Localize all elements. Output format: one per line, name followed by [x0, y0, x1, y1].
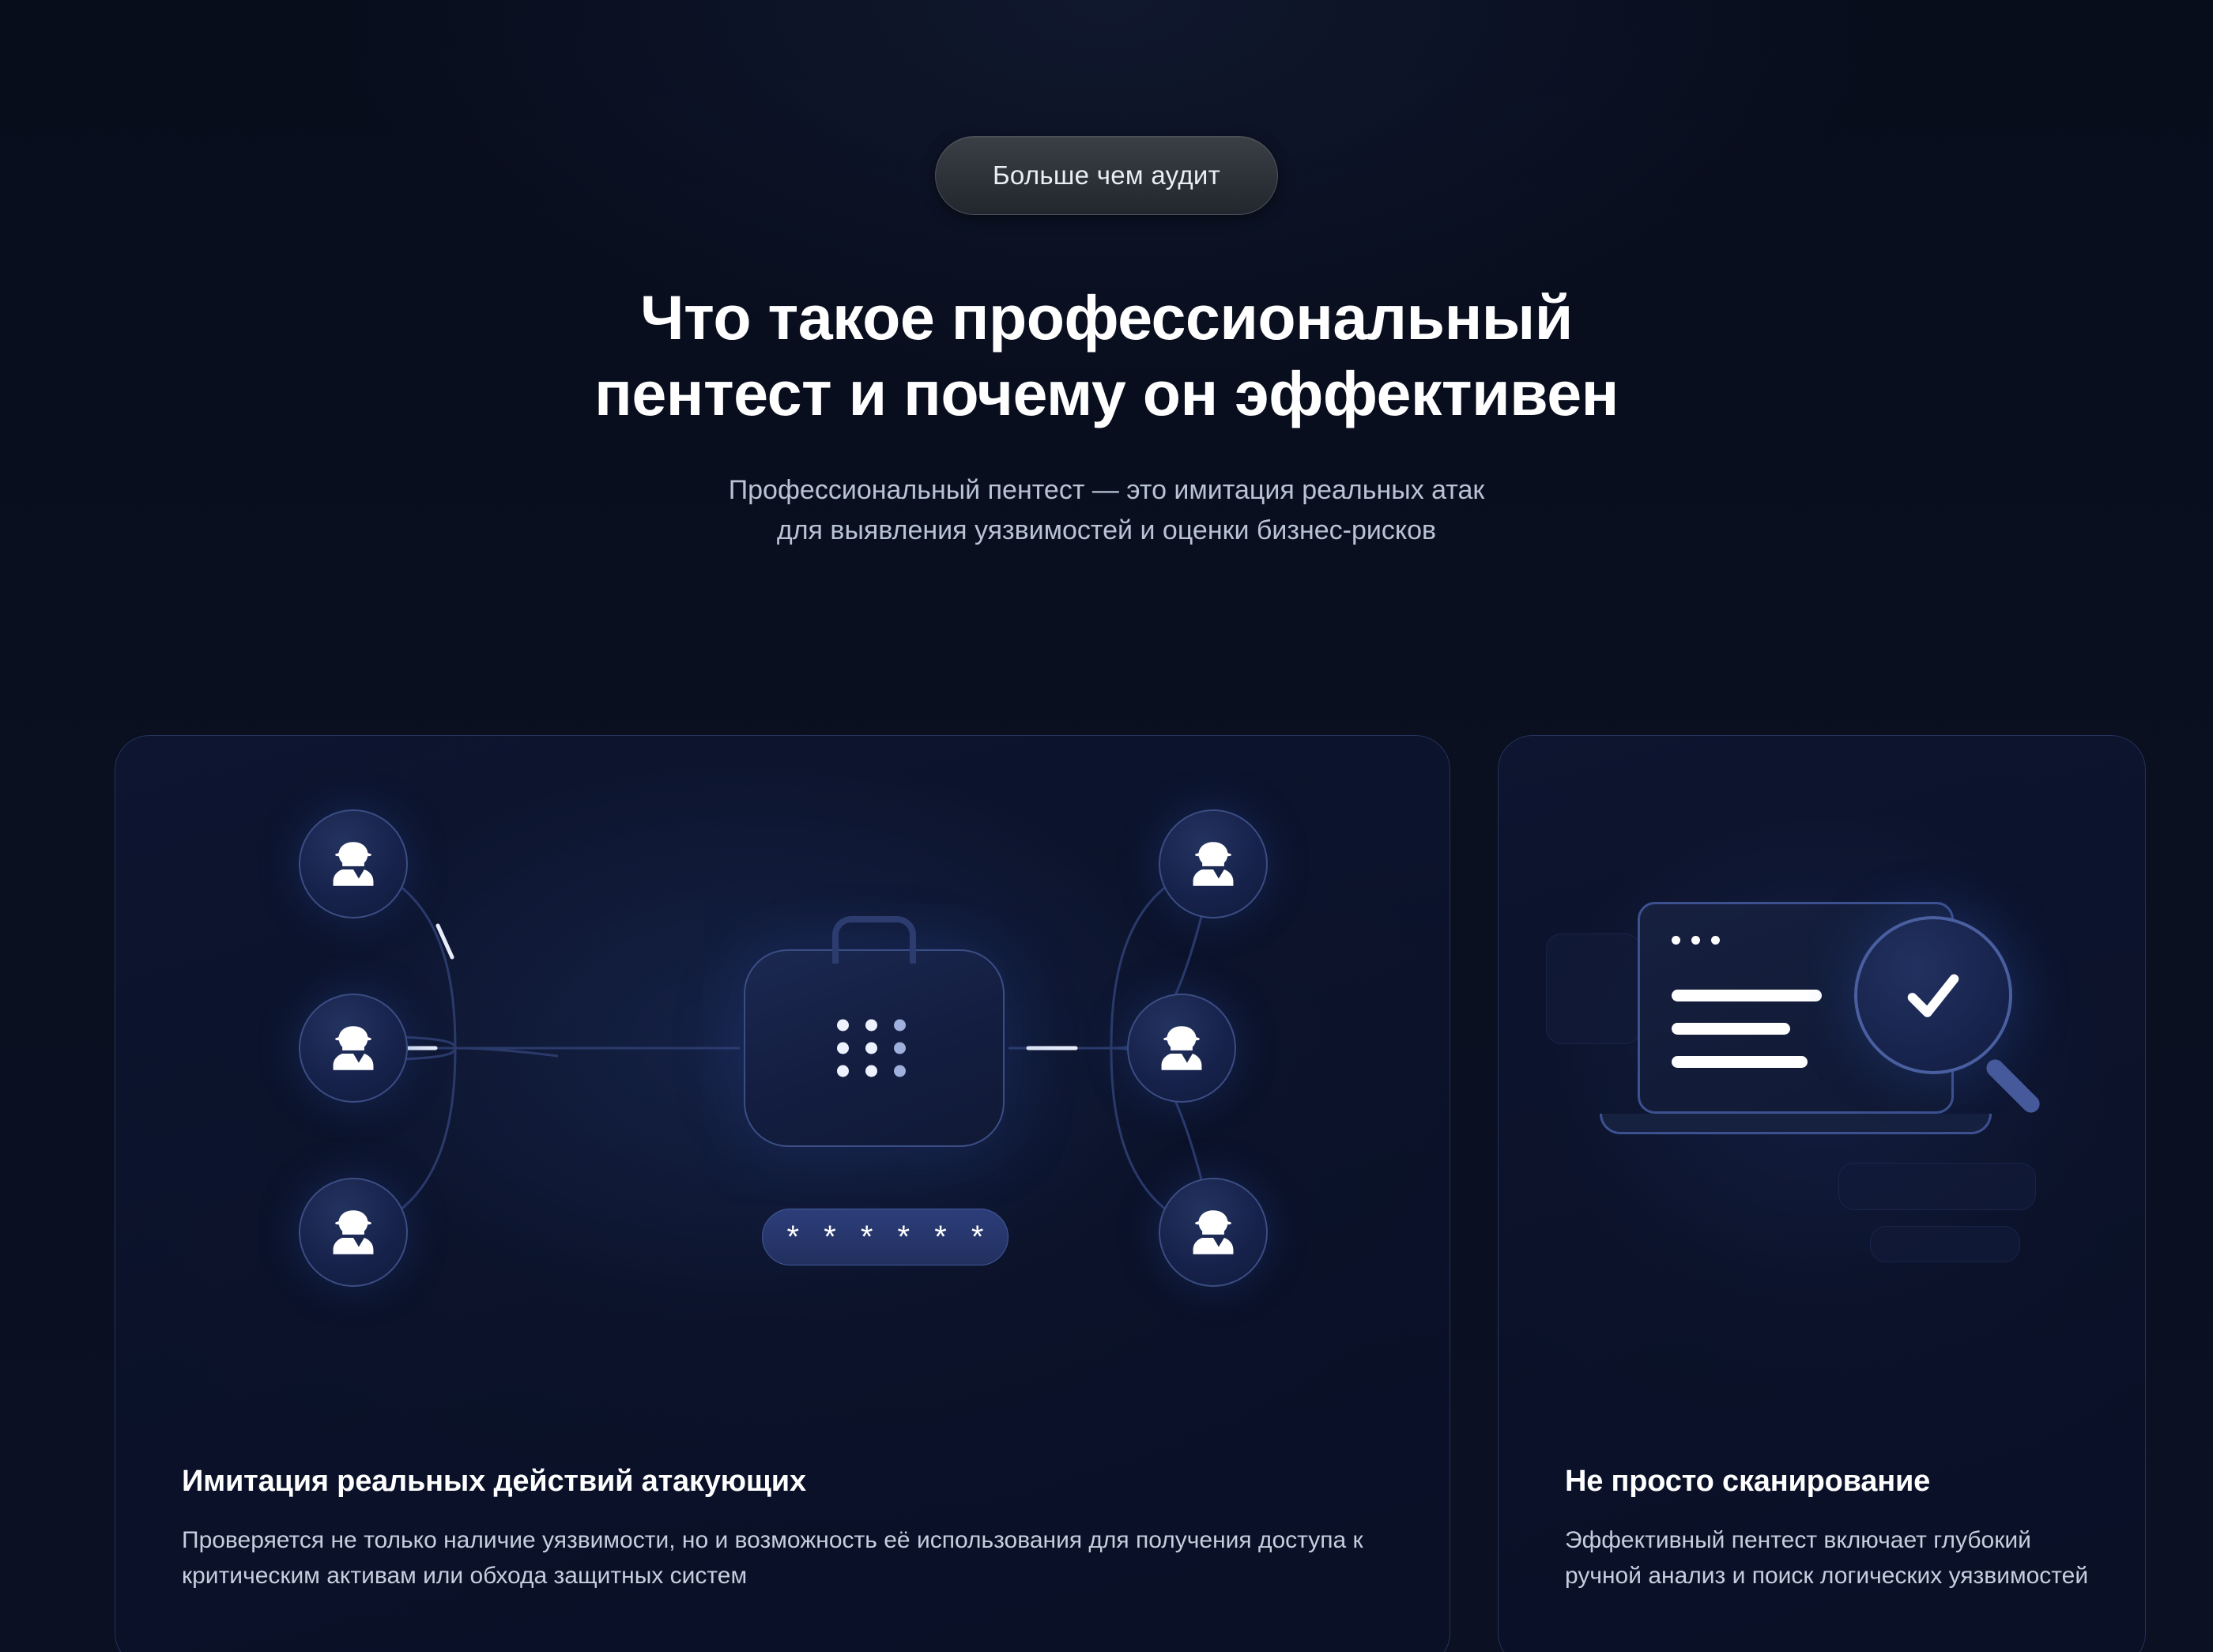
page-title: [0, 280, 2213, 432]
page-subtitle-line-2: для выявления уязвимостей и оценки бизнес-рисков: [776, 515, 1437, 545]
hacker-icon: [324, 835, 383, 893]
page-subtitle-line-1: Профессиональный пентест — это имитация реальных атак: [728, 474, 1485, 505]
briefcase-icon: [744, 949, 1005, 1147]
dot: [865, 1020, 877, 1032]
dot: [1711, 936, 1720, 945]
attacker-node-right-bottom: [1159, 1178, 1268, 1287]
code-line: [1672, 1023, 1790, 1035]
cards-container: [115, 735, 2146, 1652]
ghost-shape: [1838, 1163, 2036, 1210]
card-attack-simulation[interactable]: [115, 735, 1450, 1652]
code-line: [1672, 990, 1822, 1001]
page-title-line-2: пентест и почему он эффективен: [594, 358, 1619, 429]
illustration-attack-simulation: [115, 736, 1450, 1337]
magnifier-handle: [1983, 1056, 2043, 1116]
badge-container: [0, 0, 2213, 215]
attacker-node-left-bottom: [299, 1178, 408, 1287]
card-title: Не просто сканирование: [1565, 1464, 1931, 1498]
dot: [1691, 936, 1700, 945]
hacker-icon: [324, 1203, 383, 1262]
attacker-node-right-middle: [1127, 994, 1236, 1103]
dot: [865, 1043, 877, 1054]
card-text: Эффективный пентест включает глубокий ручной анализ и поиск логических уязвимостей: [1565, 1526, 2089, 1590]
hacker-icon: [1184, 835, 1242, 893]
dot: [837, 1020, 849, 1032]
dot: [894, 1020, 906, 1032]
page-subtitle: [0, 470, 2213, 551]
code-line: [1672, 1056, 1808, 1068]
dot: [1672, 936, 1680, 945]
card-body-attack-simulation: [182, 1465, 1402, 1594]
magnifier-check-icon: [1854, 916, 2012, 1074]
illustration-not-just-scanning: [1499, 736, 2146, 1337]
briefcase-handle: [832, 916, 916, 964]
card-not-just-scanning[interactable]: [1498, 735, 2146, 1652]
hacker-icon: [324, 1019, 383, 1077]
dot: [865, 1066, 877, 1077]
ghost-shape: [1870, 1226, 2020, 1262]
attacker-node-right-top: [1159, 809, 1268, 918]
hacker-icon: [1184, 1203, 1242, 1262]
laptop-base: [1600, 1114, 1992, 1134]
card-body-not-just-scanning: [1565, 1465, 2102, 1594]
ghost-shape: [1546, 933, 1641, 1044]
card-text: Проверяется не только наличие уязвимости, но и возможность её использования для получения доступа к критическим активам или обхода защитных систем: [182, 1526, 1363, 1590]
attacker-node-left-middle: [299, 994, 408, 1103]
page-title-line-1: Что такое профессиональный: [640, 282, 1573, 353]
dot: [837, 1066, 849, 1077]
check-icon: [1896, 958, 1970, 1032]
dot: [837, 1043, 849, 1054]
dot: [894, 1066, 906, 1077]
hacker-icon: [1152, 1019, 1211, 1077]
section-badge: Больше чем аудит: [935, 136, 1278, 215]
attacker-node-left-top: [299, 809, 408, 918]
card-title: Имитация реальных действий атакующих: [182, 1464, 806, 1498]
dot: [894, 1043, 906, 1054]
password-field: * * * * * *: [762, 1209, 1008, 1265]
briefcase-dots: [837, 1020, 911, 1077]
code-dots: [1672, 936, 1720, 945]
